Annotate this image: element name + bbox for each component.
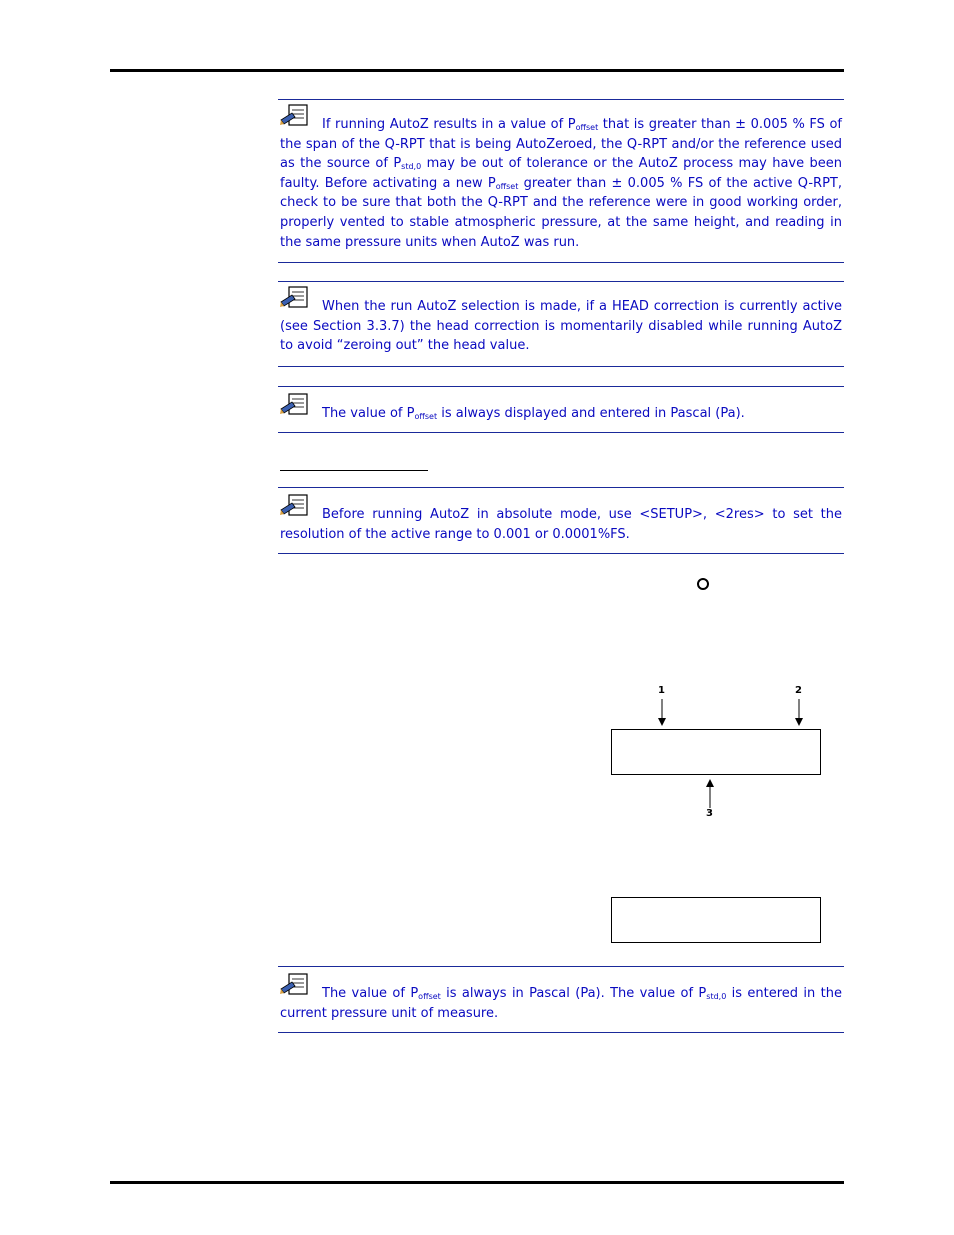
note-pad-icon — [280, 110, 310, 132]
display-screen-box — [611, 729, 821, 775]
note-absolute-mode-resolution — [278, 487, 844, 554]
note-pad-icon — [280, 292, 310, 314]
page-header-rule — [110, 69, 844, 72]
callout-1-label: 1 — [658, 685, 665, 696]
note-text: The value of $P_{offset}$ is always displayed and entered in Pascal (Pa). — [278, 399, 844, 424]
note-offset-and-pstd-units — [278, 966, 844, 1033]
callout-1-arrow — [655, 698, 669, 728]
note-pad-icon — [280, 399, 310, 421]
callout-3-arrow — [703, 777, 717, 809]
note-head-correction — [278, 281, 844, 367]
note-text: If running AutoZ results in a value of $P_{offset}$ that is greater than ± 0.005 % FS of the span of the Q-RPT that is being AutoZeroed, the Q-RPT and/or the reference used as the source of $P_{std,0}$ may be out of tolerance or the AutoZ process may have been faulty. Before activating a new $P_{offset}$ greater than ± 0.005 % FS of the active Q-RPT, check to be sure that both the Q-RPT and the reference were in good working order, properly vented to stable atmospheric pressure, at the same height, and reading in the same pressure units when AutoZ was run. — [278, 110, 844, 252]
bullet-circle-icon — [697, 578, 709, 590]
page-footer-rule — [110, 1181, 844, 1184]
note-offset-pascal — [278, 386, 844, 433]
note-pad-icon — [280, 500, 310, 522]
note-text: Before running AutoZ in absolute mode, use <SETUP>, <2res> to set the resolution of the active range to 0.001 or 0.0001%FS. — [278, 500, 844, 544]
note-text: When the run AutoZ selection is made, if a HEAD correction is currently active (see Section 3.3.7) the head correction is momentarily disabled while running AutoZ to avoid “zeroing out” the head value. — [278, 292, 844, 356]
section-heading-underline — [280, 470, 428, 471]
callout-3-label: 3 — [706, 808, 713, 819]
display-screen-box — [611, 897, 821, 943]
note-pad-icon — [280, 979, 310, 1001]
callout-2-arrow — [792, 698, 806, 728]
note-text: The value of $P_{offset}$ is always in Pascal (Pa). The value of $P_{std,0}$ is entered in the current pressure unit of measure. — [278, 979, 844, 1023]
callout-2-label: 2 — [795, 685, 802, 696]
note-autoz-offset-tolerance — [278, 99, 844, 263]
